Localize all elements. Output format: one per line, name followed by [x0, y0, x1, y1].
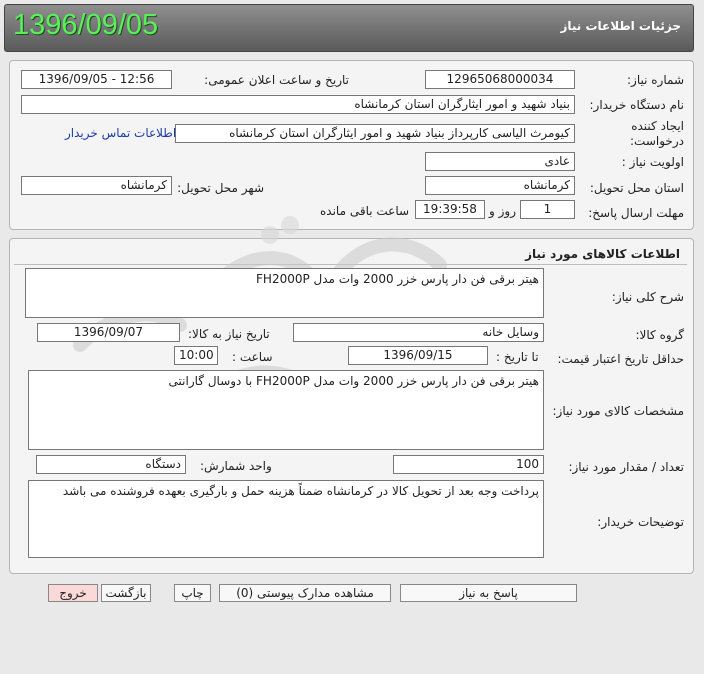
requester-label: ایجاد کننده: [631, 119, 684, 133]
remaining-word: ساعت باقی مانده: [320, 204, 410, 218]
group-label: گروه کالا:: [635, 328, 684, 342]
priority-field: عادی: [425, 152, 575, 171]
until-date-label: تا تاریخ :: [496, 350, 539, 364]
need-date-label: تاریخ نیاز به کالا:: [188, 327, 270, 341]
deadline-label: مهلت ارسال پاسخ:: [588, 206, 684, 220]
page-title: جزئیات اطلاعات نیاز: [560, 19, 681, 33]
province-label: استان محل تحویل:: [589, 181, 684, 195]
exit-button[interactable]: خروج: [48, 584, 98, 602]
need-number-label: شماره نیاز:: [627, 73, 684, 87]
summary-label: شرح کلی نیاز:: [611, 290, 684, 304]
reply-button[interactable]: پاسخ به نیاز: [400, 584, 577, 602]
quantity-label: تعداد / مقدار مورد نیاز:: [568, 460, 684, 474]
min-price-validity-label: حداقل تاریخ اعتبار قیمت:: [557, 352, 684, 366]
province-field: کرمانشاه: [425, 176, 575, 195]
need-number-field: 12965068000034: [425, 70, 575, 89]
section-divider: [14, 264, 687, 265]
time-label: ساعت :: [232, 350, 273, 364]
requester-field: کیومرث الیاسی کارپرداز بنیاد شهید و امور ایثارگران استان کرمانشاه: [175, 124, 575, 143]
back-button[interactable]: بازگشت: [101, 584, 151, 602]
until-date-field: 1396/09/15: [348, 346, 488, 365]
group-field: وسایل خانه: [293, 323, 544, 342]
buyer-org-field: بنیاد شهید و امور ایثارگران استان کرمانشاه: [21, 95, 575, 114]
goods-section-title: اطلاعات کالاهای مورد نیاز: [525, 247, 680, 261]
unit-label: واحد شمارش:: [200, 459, 272, 473]
requester-label-2: درخواست:: [630, 134, 684, 148]
specs-label: مشخصات کالای مورد نیاز:: [552, 404, 684, 418]
announce-datetime-field: 1396/09/05 - 12:56: [21, 70, 172, 89]
time-field: 10:00: [174, 346, 218, 365]
announce-label: تاریخ و ساعت اعلان عمومی:: [204, 73, 349, 87]
page-header: [4, 4, 694, 52]
view-attachments-button[interactable]: مشاهده مدارک پیوستی (0): [219, 584, 391, 602]
unit-field: دستگاه: [36, 455, 186, 474]
deadline-days-field: 1: [520, 200, 575, 219]
city-label: شهر محل تحویل:: [177, 181, 264, 195]
contact-buyer-link[interactable]: اطلاعات تماس خریدار: [65, 126, 177, 140]
summary-field: هیتر برقی فن دار پارس خزر 2000 وات مدل FH2000P: [25, 268, 544, 318]
buyer-notes-field: پرداخت وجه بعد از تحویل کالا در کرمانشاه ضمناً هزینه حمل و بارگیری بعهده فروشنده می باشد: [28, 480, 544, 558]
buyer-org-label: نام دستگاه خریدار:: [589, 98, 684, 112]
city-field: کرمانشاه: [21, 176, 172, 195]
priority-label: اولویت نیاز :: [621, 155, 684, 169]
header-date: 1396/09/05: [13, 9, 159, 41]
buyer-notes-label: توضیحات خریدار:: [597, 515, 684, 529]
deadline-time-field: 19:39:58: [415, 200, 485, 219]
need-date-field: 1396/09/07: [37, 323, 180, 342]
print-button[interactable]: چاپ: [174, 584, 211, 602]
quantity-field: 100: [393, 455, 544, 474]
days-word: روز و: [489, 204, 516, 218]
specs-field: هیتر برقی فن دار پارس خزر 2000 وات مدل FH2000P با دوسال گارانتی: [28, 370, 544, 450]
